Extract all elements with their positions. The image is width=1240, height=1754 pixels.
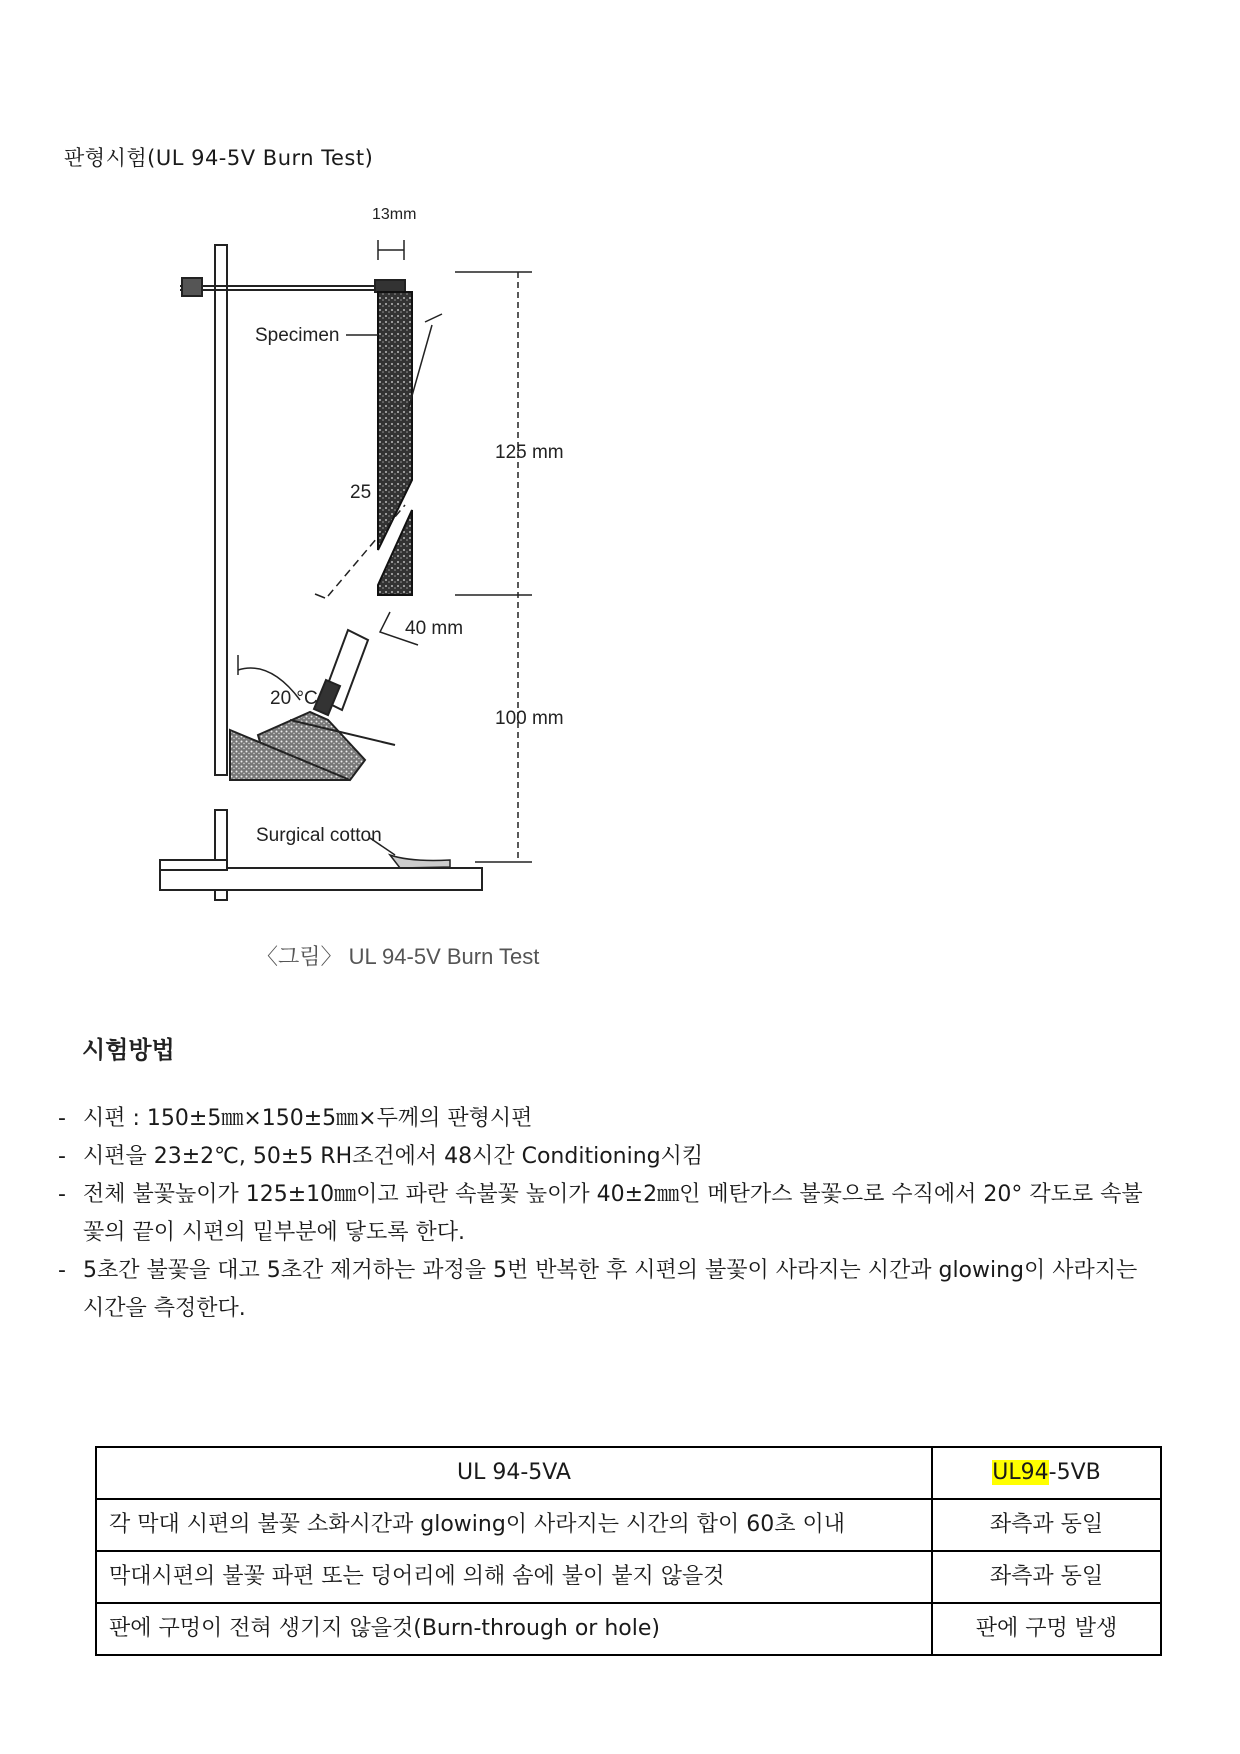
cell-5va: 각 막대 시편의 불꽃 소화시간과 glowing이 사라지는 시간의 합이 60초 이내 bbox=[96, 1499, 932, 1551]
list-item: - 5초간 불꽃을 대고 5초간 제거하는 과정을 5번 반복한 후 시편의 불꽃이 사라지는 시간과 glowing이 사라지는 시간을 측정한다. bbox=[58, 1258, 1138, 1321]
method-list bbox=[58, 1100, 1158, 1328]
specimen bbox=[378, 292, 412, 550]
stand-pole bbox=[215, 245, 227, 900]
length-100-label: 100 mm bbox=[495, 708, 564, 729]
cell-5va: 판에 구멍이 전혀 생기지 않을것(Burn-through or hole) bbox=[96, 1603, 932, 1655]
table-row bbox=[96, 1603, 1161, 1655]
cotton bbox=[390, 855, 450, 868]
highlighted-text: UL94 bbox=[992, 1460, 1049, 1485]
angle-25-label: 25 bbox=[350, 482, 372, 503]
cell-5va: 막대시편의 불꽃 파편 또는 덩어리에 의해 솜에 불이 붙지 않을것 bbox=[96, 1551, 932, 1603]
list-item: - 시편 : 150±5㎜×150±5㎜×두께의 판형시편 bbox=[58, 1106, 533, 1131]
list-item: - 전체 불꽃높이가 125±10㎜이고 파란 속불꽃 높이가 40±2㎜인 메탄가스 불꽃으로 수직에서 20° 각도로 속불꽃의 끝이 시편의 밑부분에 닿도록 한다. bbox=[58, 1182, 1143, 1245]
table-row bbox=[96, 1551, 1161, 1603]
length-125-label: 125 mm bbox=[495, 442, 564, 463]
inner-flame-label: 40 mm bbox=[405, 618, 464, 639]
width-label: 13mm bbox=[372, 206, 417, 223]
figure-caption: 〈그림〉 UL 94-5V Burn Test bbox=[256, 944, 540, 969]
burn-test-figure bbox=[150, 200, 670, 980]
cell-5vb: 좌측과 동일 bbox=[932, 1551, 1161, 1603]
width-dimension bbox=[378, 240, 404, 260]
section-title: 시험방법 bbox=[82, 1036, 175, 1064]
cotton-label: Surgical cotton bbox=[256, 825, 382, 846]
criteria-table bbox=[95, 1446, 1162, 1656]
cell-5vb: 좌측과 동일 bbox=[932, 1499, 1161, 1551]
height-dimension bbox=[455, 272, 532, 862]
table-header-row bbox=[96, 1447, 1161, 1499]
header-5vb: UL94-5VB bbox=[932, 1447, 1161, 1499]
table-row bbox=[96, 1499, 1161, 1551]
page-heading: 판형시험(UL 94-5V Burn Test) bbox=[64, 146, 374, 170]
cell-5vb: 판에 구멍 발생 bbox=[932, 1603, 1161, 1655]
clamp bbox=[180, 278, 405, 296]
list-item: - 시편을 23±2℃, 50±5 RH조건에서 48시간 Conditioning시킴 bbox=[58, 1144, 704, 1169]
header-5va: UL 94-5VA bbox=[96, 1447, 932, 1499]
angle-20-label: 20 °C bbox=[270, 688, 318, 709]
apparatus-drawing bbox=[150, 200, 670, 980]
specimen-label: Specimen bbox=[255, 325, 340, 346]
